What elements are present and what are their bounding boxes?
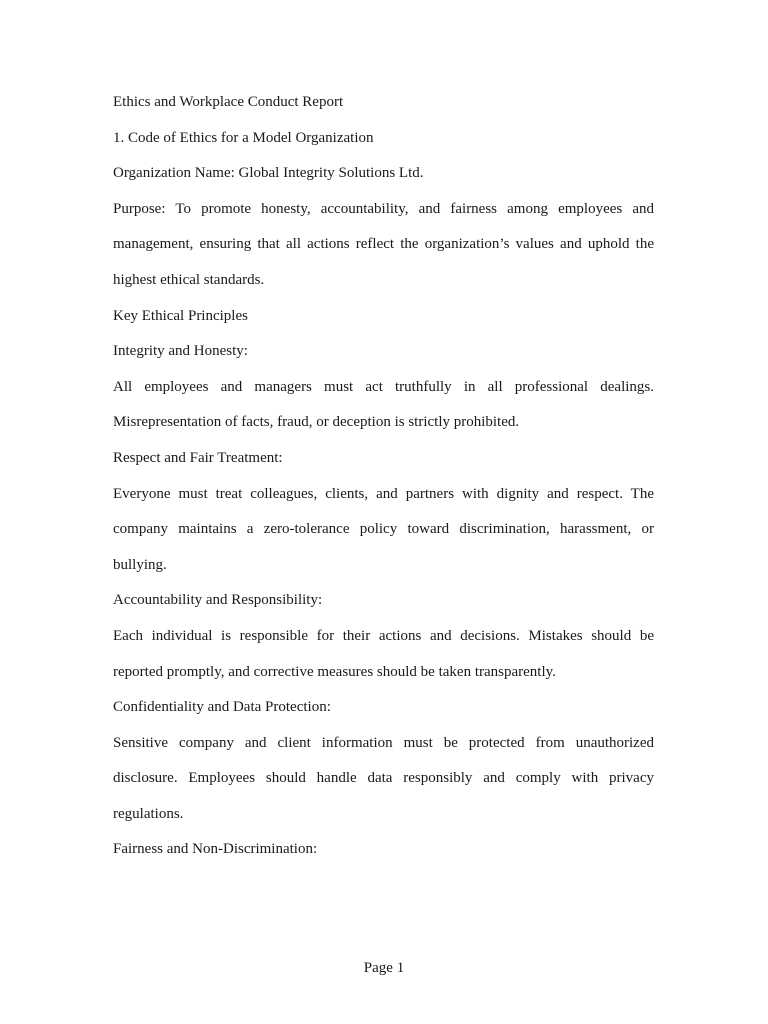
principle-body-respect: Everyone must treat colleagues, clients, and partners with dignity and respect. The company maintains a zero-tolerance policy toward discrimination, harassment, or bullying.	[113, 485, 654, 573]
organization-name: Organization Name: Global Integrity Solutions Ltd.	[113, 165, 424, 182]
principles-heading: Key Ethical Principles	[113, 307, 248, 324]
principle-body-accountability: Each individual is responsible for their actions and decisions. Mistakes should be reported promptly, and corrective measures should be taken transparently.	[113, 627, 654, 680]
principle-body-confidentiality: Sensitive company and client information must be protected from unauthorized disclosure. Employees should handle data responsibly and comply with privacy regulations.	[113, 734, 654, 822]
document-body	[113, 85, 654, 868]
purpose-paragraph: Purpose: To promote honesty, accountability, and fairness among employees and management, ensuring that all actions reflect the organization’s values and uphold the highest ethical standards.	[113, 200, 654, 288]
principle-heading-integrity: Integrity and Honesty:	[113, 343, 248, 360]
principle-heading-fairness: Fairness and Non-Discrimination:	[113, 841, 318, 858]
principle-heading-accountability: Accountability and Responsibility:	[113, 592, 323, 609]
principle-heading-confidentiality: Confidentiality and Data Protection:	[113, 699, 331, 716]
page-number: Page 1	[363, 960, 405, 976]
document-title: Ethics and Workplace Conduct Report	[113, 94, 344, 110]
section-heading: 1. Code of Ethics for a Model Organization	[113, 129, 374, 146]
principle-body-integrity: All employees and managers must act truthfully in all professional dealings. Misrepresentation of facts, fraud, or deception is strictly prohibited.	[113, 378, 654, 431]
principle-heading-respect: Respect and Fair Treatment:	[113, 449, 283, 466]
